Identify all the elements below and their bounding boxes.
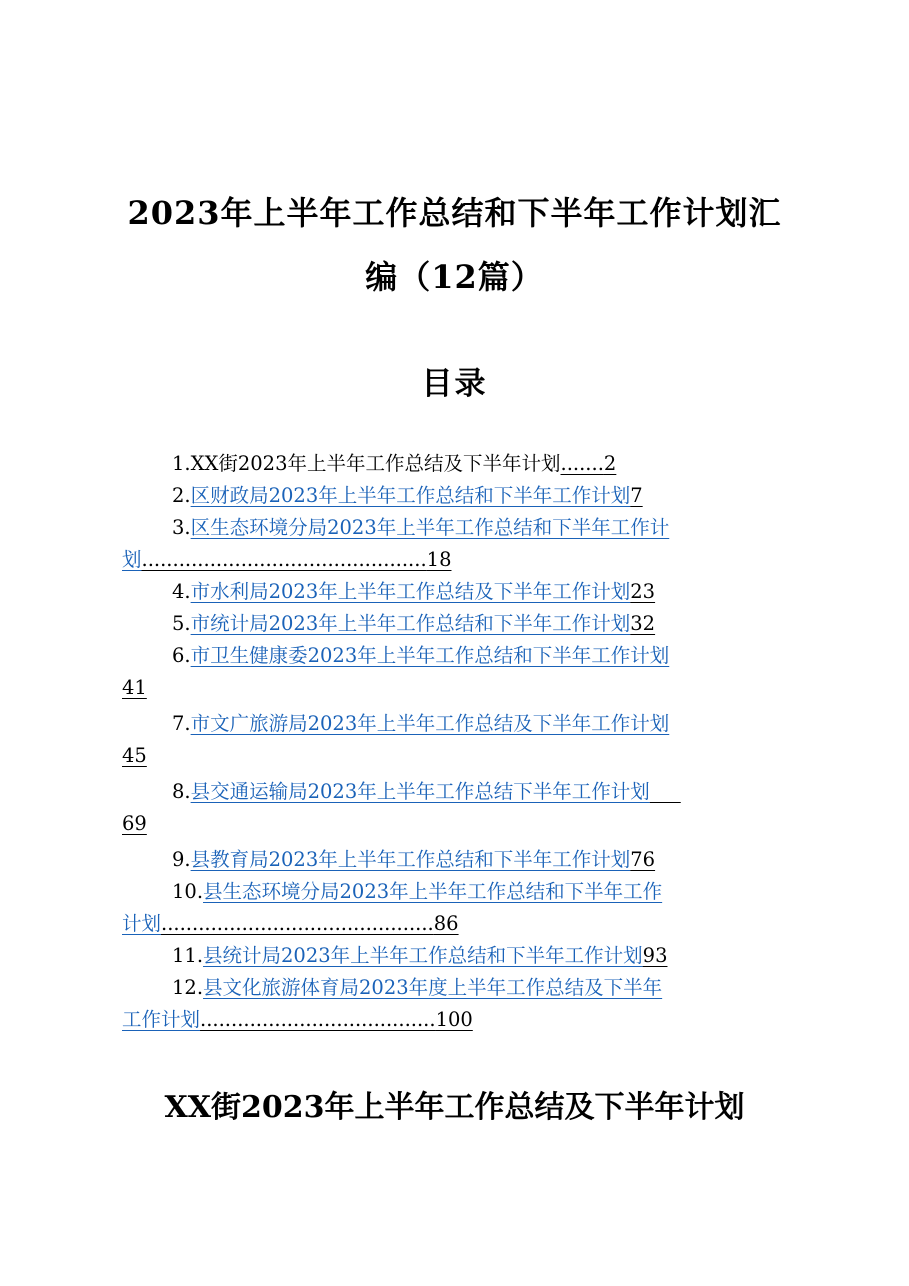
toc-entry-6[interactable] [122,640,798,672]
document-title-line-1: 2023年上半年工作总结和下半年工作计划汇 [127,194,782,232]
toc-entry-page: 86 [433,912,459,935]
toc-entry-1[interactable] [122,448,798,480]
toc-entry-link[interactable]: 县统计局2023年上半年工作总结和下半年工作计划 [203,944,643,967]
toc-entry-leader: ....... [560,452,604,475]
toc-entry-link[interactable]: 区生态环境分局2023年上半年工作总结和下半年工作计 [190,516,670,539]
table-of-contents [122,448,798,1036]
toc-entry-3[interactable] [122,512,798,544]
toc-entry-link-continued[interactable]: 工作计划 [122,1008,201,1031]
toc-entry-page: 100 [435,1008,473,1031]
toc-entry-title[interactable]: XX街2023年上半年工作总结及下半年计划 [190,452,561,475]
toc-entry-number: 1. [172,452,191,475]
toc-entry-page: 2 [603,452,617,475]
toc-entry-2[interactable] [122,480,798,512]
toc-entry-leader: ...................................... [200,1008,436,1031]
document-title-line-2: 编（12篇） [365,258,544,296]
toc-entry-page: 7 [630,484,643,507]
toc-entry-7[interactable] [122,708,798,740]
toc-entry-leader: .............................................. [141,548,427,571]
toc-entry-page: 32 [630,612,656,635]
toc-entry-link[interactable]: 市统计局2023年上半年工作总结和下半年工作计划 [190,612,631,635]
toc-entry-10-continued[interactable] [122,908,798,940]
toc-entry-11[interactable] [122,940,798,972]
toc-entry-7-page-line [122,740,798,772]
toc-entry-number: 2. [172,484,191,507]
toc-entry-link[interactable]: 市卫生健康委2023年上半年工作总结和下半年工作计划 [190,644,670,667]
toc-entry-link[interactable]: 县生态环境分局2023年上半年工作总结和下半年工作 [203,880,663,903]
toc-entry-link-continued[interactable]: 计划 [122,912,162,935]
toc-heading: 目录 [421,366,488,402]
toc-entry-6-page-line [122,672,798,704]
toc-entry-page: 23 [630,580,656,603]
section-title: XX街2023年上半年工作总结及下半年计划 [164,1090,745,1125]
toc-entry-number: 6. [172,644,191,667]
toc-entry-leader: ............................................ [161,912,434,935]
toc-entry-10[interactable] [122,876,798,908]
toc-entry-page: 93 [642,944,668,967]
toc-entry-number: 8. [172,780,191,803]
toc-entry-12[interactable] [122,972,798,1004]
toc-entry-8-page-line [122,808,798,840]
toc-entry-page: 76 [630,848,656,871]
toc-entry-number: 5. [172,612,191,635]
toc-entry-link[interactable]: 区财政局2023年上半年工作总结和下半年工作计划 [190,484,631,507]
toc-entry-4[interactable] [122,576,798,608]
toc-entry-page: 18 [426,548,452,571]
toc-entry-number: 3. [172,516,191,539]
toc-entry-3-continued[interactable] [122,544,798,576]
toc-entry-number: 11. [172,944,204,967]
toc-entry-number: 9. [172,848,191,871]
toc-entry-link[interactable]: 县教育局2023年上半年工作总结和下半年工作计划 [190,848,631,871]
toc-entry-leader-underline [650,780,681,803]
toc-entry-8[interactable] [122,776,798,808]
toc-entry-9[interactable] [122,844,798,876]
toc-entry-link-continued[interactable]: 划 [122,548,142,571]
toc-entry-link[interactable]: 市文广旅游局2023年上半年工作总结及下半年工作计划 [190,712,670,735]
toc-entry-5[interactable] [122,608,798,640]
toc-entry-number: 10. [172,880,204,903]
toc-entry-page: 69 [122,812,147,835]
toc-entry-number: 12. [172,976,204,999]
toc-entry-number: 7. [172,712,191,735]
toc-entry-link[interactable]: 市水利局2023年上半年工作总结及下半年工作计划 [190,580,631,603]
toc-entry-page: 45 [122,744,147,767]
toc-entry-12-continued[interactable] [122,1004,798,1036]
toc-entry-link[interactable]: 县交通运输局2023年上半年工作总结下半年工作计划 [190,780,650,803]
toc-entry-link[interactable]: 县文化旅游体育局2023年度上半年工作总结及下半年 [203,976,663,999]
toc-entry-page: 41 [122,676,147,699]
toc-entry-number: 4. [172,580,191,603]
